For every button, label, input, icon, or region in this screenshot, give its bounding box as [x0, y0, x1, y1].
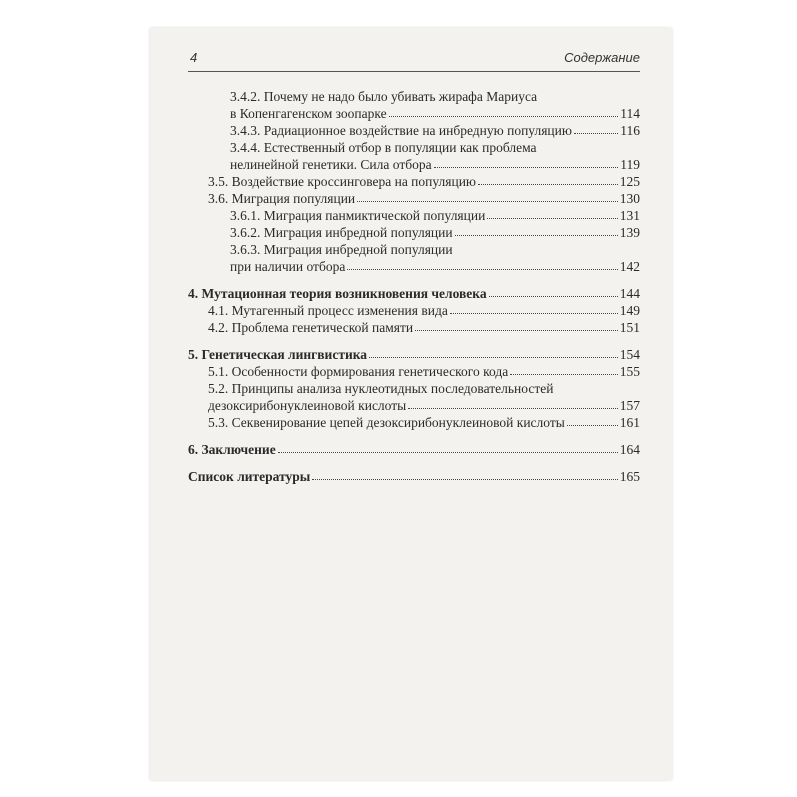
dot-leader — [574, 122, 618, 134]
toc-entry — [188, 397, 640, 414]
toc-entry-page: 154 — [619, 347, 640, 362]
toc-entry — [188, 224, 640, 241]
header-rule — [188, 71, 640, 72]
toc-entry-page: 125 — [619, 174, 640, 189]
dot-leader — [369, 346, 618, 358]
dot-leader — [489, 285, 618, 297]
toc-gap — [188, 336, 640, 346]
dot-leader — [357, 190, 618, 202]
toc-entry-title: 4.2. Проблема генетической памяти — [208, 320, 414, 335]
toc-entry-page: 155 — [619, 364, 640, 379]
toc-entry — [188, 207, 640, 224]
dot-leader — [312, 468, 617, 480]
toc-entry — [188, 88, 640, 105]
toc-entry-title: 3.4.4. Естественный отбор в популяции как проблема — [230, 140, 537, 155]
toc-entry-page: 139 — [619, 225, 640, 240]
toc-entry — [188, 468, 640, 485]
toc-entry-page: 114 — [620, 106, 640, 121]
toc-entry-page: 157 — [619, 398, 640, 413]
dot-leader — [478, 173, 618, 185]
toc-entry-title: 4.1. Мутагенный процесс изменения вида — [208, 303, 448, 318]
toc-entry-title: 3.6.2. Миграция инбредной популяции — [230, 225, 453, 240]
toc-entry — [188, 319, 640, 336]
toc-entry — [188, 139, 640, 156]
dot-leader — [487, 207, 617, 219]
toc-entry-title: 5.1. Особенности формирования генетического кода — [208, 364, 509, 379]
toc-entry — [188, 380, 640, 397]
dot-leader — [347, 258, 617, 270]
toc-entry — [188, 258, 640, 275]
toc-entry-title: 3.5. Воздействие кроссинговера на популяцию — [208, 174, 477, 189]
table-of-contents — [188, 88, 640, 485]
toc-entry-title: 5.2. Принципы анализа нуклеотидных последовательностей — [208, 381, 554, 396]
toc-entry-title: 5. Генетическая лингвистика — [188, 347, 368, 362]
dot-leader — [510, 363, 618, 375]
toc-entry-title: в Копенгагенском зоопарке — [230, 106, 387, 121]
toc-entry-title: 3.4.2. Почему не надо было убивать жирафа Мариуса — [230, 89, 538, 104]
toc-entry-title: 5.3. Секвенирование цепей дезоксирибонуклеиновой кислоты — [208, 415, 565, 430]
toc-gap — [188, 275, 640, 285]
toc-entry-page: 131 — [619, 208, 640, 223]
dot-leader — [278, 441, 618, 453]
toc-entry-title: 3.6.3. Миграция инбредной популяции — [230, 242, 453, 257]
toc-entry-title: 4. Мутационная теория возникновения человека — [188, 286, 487, 301]
toc-entry-page: 130 — [619, 191, 640, 206]
toc-entry-page: 165 — [619, 469, 640, 484]
dot-leader — [408, 397, 618, 409]
dot-leader — [389, 105, 619, 117]
toc-entry-title: дезоксирибонуклеиновой кислоты — [208, 398, 407, 413]
toc-entry-page: 144 — [619, 286, 640, 301]
toc-entry-page: 116 — [620, 123, 640, 138]
toc-entry — [188, 105, 640, 122]
toc-entry-title: Список литературы — [188, 469, 311, 484]
dot-leader — [434, 156, 619, 168]
dot-leader — [415, 319, 618, 331]
dot-leader — [455, 224, 618, 236]
book-page — [150, 28, 672, 780]
toc-entry — [188, 285, 640, 302]
toc-gap — [188, 458, 640, 468]
toc-entry — [188, 302, 640, 319]
toc-entry-title: нелинейной генетики. Сила отбора — [230, 157, 432, 172]
toc-entry — [188, 346, 640, 363]
toc-gap — [188, 431, 640, 441]
running-head — [190, 50, 640, 68]
toc-entry-title: при наличии отбора — [230, 259, 346, 274]
toc-entry-page: 119 — [620, 157, 640, 172]
toc-entry — [188, 414, 640, 431]
toc-entry-page: 149 — [619, 303, 640, 318]
toc-entry — [188, 190, 640, 207]
toc-entry — [188, 122, 640, 139]
toc-entry — [188, 173, 640, 190]
toc-entry-page: 164 — [619, 442, 640, 457]
toc-entry-page: 151 — [619, 320, 640, 335]
toc-entry-title: 3.4.3. Радиационное воздействие на инбредную популяцию — [230, 123, 572, 138]
running-title: Содержание — [564, 50, 640, 65]
dot-leader — [450, 302, 618, 314]
toc-entry-title: 3.6. Миграция популяции — [208, 191, 356, 206]
toc-entry — [188, 156, 640, 173]
toc-entry — [188, 241, 640, 258]
toc-entry-page: 142 — [619, 259, 640, 274]
dot-leader — [567, 414, 618, 426]
toc-entry — [188, 441, 640, 458]
toc-entry — [188, 363, 640, 380]
toc-entry-title: 6. Заключение — [188, 442, 276, 457]
toc-entry-page: 161 — [619, 415, 640, 430]
page-number: 4 — [190, 50, 198, 65]
toc-entry-title: 3.6.1. Миграция панмиктической популяции — [230, 208, 486, 223]
